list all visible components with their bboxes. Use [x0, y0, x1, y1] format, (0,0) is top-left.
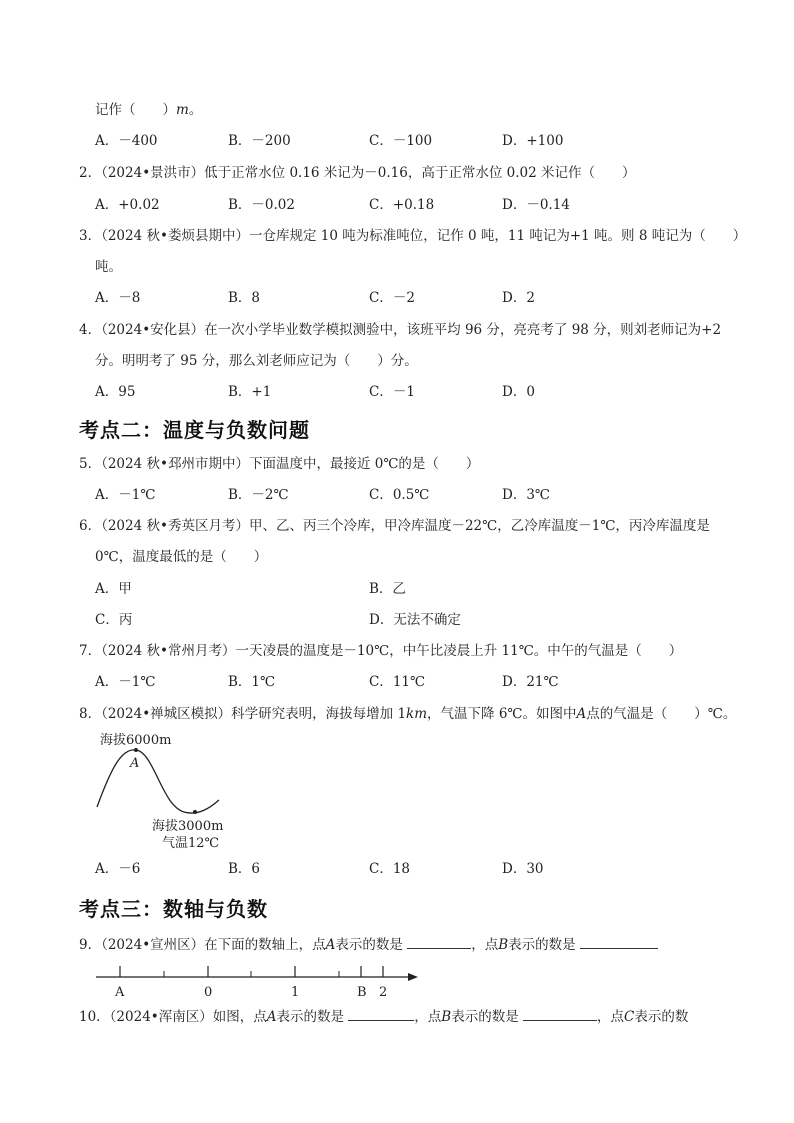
- q7-option-c[interactable]: C．11℃: [369, 674, 426, 690]
- q3-option-d[interactable]: D．2: [502, 290, 535, 306]
- q3-option-a[interactable]: A．－8: [95, 290, 141, 306]
- q4-text-line1: 4．（2024•安化县）在一次小学毕业数学模拟测验中，该班平均 96 分，亮亮考了 98 分，则刘老师记为+2: [79, 322, 722, 338]
- figure-bottom-label-1: 海拔3000m: [152, 819, 224, 834]
- q6-text-line1: 6．（2024 秋•秀英区月考）甲、乙、丙三个冷库，甲冷库温度－22℃，乙冷库温度－1℃，丙冷库温度是: [79, 518, 710, 534]
- q9-point-b-name: B: [498, 937, 509, 953]
- point-bottom-marker: [193, 810, 197, 814]
- q7-option-a[interactable]: A．－1℃: [95, 674, 156, 690]
- q9-point-a-name: A: [325, 937, 336, 953]
- q1-option-d[interactable]: D．+100: [502, 133, 564, 149]
- number-line: [90, 960, 430, 1002]
- q4-option-a[interactable]: A．95: [95, 384, 136, 400]
- q9-answer-blank-b[interactable]: [580, 934, 658, 949]
- figure-top-label: 海拔6000m: [100, 733, 172, 748]
- q10-text-a: 10．（2024•浑南区）如图，点: [79, 1009, 267, 1025]
- q10-text-d: 表示的数是: [451, 1009, 519, 1025]
- q5-option-d[interactable]: D．3℃: [502, 487, 551, 503]
- q7-option-b[interactable]: B．1℃: [228, 674, 276, 690]
- q1-option-a[interactable]: A．－400: [95, 133, 158, 149]
- q9-text-a: 9．（2024•宣州区）在下面的数轴上，点: [79, 937, 326, 953]
- q10-answer-blank-b[interactable]: [523, 1006, 597, 1021]
- q2-option-b[interactable]: B．－0.02: [228, 197, 295, 213]
- q10-text-f: 表示的数: [634, 1009, 689, 1025]
- q1-option-c[interactable]: C．－100: [369, 133, 433, 149]
- q2-option-a[interactable]: A．+0.02: [95, 197, 160, 213]
- q8-text-b: ，气温下降 6℃。如图中: [427, 706, 577, 722]
- q10-text-b: 表示的数是: [276, 1009, 344, 1025]
- q4-text-line2: 分。明明考了 95 分，那么刘老师应记为（ ）分。: [95, 353, 418, 369]
- q2-option-c[interactable]: C．+0.18: [369, 197, 435, 213]
- q6-option-c[interactable]: C．丙: [95, 612, 133, 628]
- q4-option-b[interactable]: B．+1: [228, 384, 272, 400]
- q5-option-b[interactable]: B．－2℃: [228, 487, 289, 503]
- q8-text-a: 8．（2024•禅城区模拟）科学研究表明，海拔每增加 1: [79, 706, 407, 722]
- q8-text-c: 点的气温是（ ）℃。: [586, 706, 737, 722]
- q3-text-line1: 3．（2024 秋•娄烦县期中）一仓库规定 10 吨为标准吨位，记作 0 吨，11 吨记为+1 吨。则 8 吨记为（ ）: [79, 228, 747, 244]
- q5-text: 5．（2024 秋•邳州市期中）下面温度中，最接近 0℃的是（ ）: [79, 456, 480, 472]
- q3-option-c[interactable]: C．－2: [369, 290, 415, 306]
- q4-option-c[interactable]: C．－1: [369, 384, 415, 400]
- q9-text-c: ，点: [471, 937, 499, 953]
- point-a-marker: [134, 748, 138, 752]
- q9-text-d: 表示的数是: [508, 937, 576, 953]
- q6-option-a[interactable]: A．甲: [95, 581, 132, 597]
- section-heading-2: 考点二：温度与负数问题: [79, 418, 310, 442]
- axis-label-one: 1: [291, 985, 300, 1000]
- q8-text: [79, 705, 736, 723]
- q10-text: [79, 1006, 688, 1026]
- q7-text: 7．（2024 秋•常州月考）一天凌晨的温度是－10℃，中午比凌晨上升 11℃。中午的气温是（ ）: [79, 643, 683, 659]
- q3-text-line2: 吨。: [95, 259, 122, 275]
- altitude-curve: [97, 750, 219, 813]
- q10-text-e: ，点: [597, 1009, 625, 1025]
- q1-option-b[interactable]: B．－200: [228, 133, 291, 149]
- q5-option-a[interactable]: A．－1℃: [95, 487, 156, 503]
- q6-option-b[interactable]: B．乙: [369, 581, 406, 597]
- q5-option-c[interactable]: C．0.5℃: [369, 487, 430, 503]
- axis-label-b: B: [357, 985, 367, 1000]
- q1-continuation: 记作（ ）m。: [95, 102, 203, 118]
- q8-option-a[interactable]: A．－6: [95, 861, 141, 877]
- axis-label-zero: 0: [204, 985, 213, 1000]
- q9-text: [79, 934, 658, 954]
- q9-answer-blank-a[interactable]: [407, 934, 471, 949]
- q3-option-b[interactable]: B．8: [228, 290, 261, 306]
- q10-point-a-name: A: [266, 1009, 277, 1025]
- q8-option-c[interactable]: C．18: [369, 861, 411, 877]
- figure-point-label: A: [130, 756, 140, 771]
- q2-option-d[interactable]: D．－0.14: [502, 197, 570, 213]
- q6-text-line2: 0℃，温度最低的是（ ）: [95, 549, 268, 565]
- q10-point-b-name: B: [441, 1009, 452, 1025]
- q8-option-b[interactable]: B．6: [228, 861, 261, 877]
- altitude-figure: [92, 726, 252, 856]
- q9-text-b: 表示的数是: [335, 937, 403, 953]
- q10-text-c: ，点: [414, 1009, 442, 1025]
- q2-text: 2．（2024•景洪市）低于正常水位 0.16 米记为－0.16，高于正常水位 0.02 米记作（ ）: [79, 165, 636, 181]
- q8-option-d[interactable]: D．30: [502, 861, 544, 877]
- axis-label-a: A: [115, 985, 125, 1000]
- axis-label-two: 2: [379, 985, 388, 1000]
- q4-option-d[interactable]: D．0: [502, 384, 535, 400]
- q8-point-name: A: [576, 706, 587, 722]
- q10-answer-blank-a[interactable]: [348, 1006, 414, 1021]
- section-heading-3: 考点三：数轴与负数: [79, 897, 268, 921]
- q7-option-d[interactable]: D．21℃: [502, 674, 559, 690]
- q10-point-c-name: C: [624, 1009, 635, 1025]
- q6-option-d[interactable]: D．无法不确定: [369, 612, 461, 628]
- number-line-arrow-icon: [408, 973, 418, 981]
- figure-bottom-label-2: 气温12℃: [162, 836, 220, 851]
- q8-unit: km: [406, 706, 428, 722]
